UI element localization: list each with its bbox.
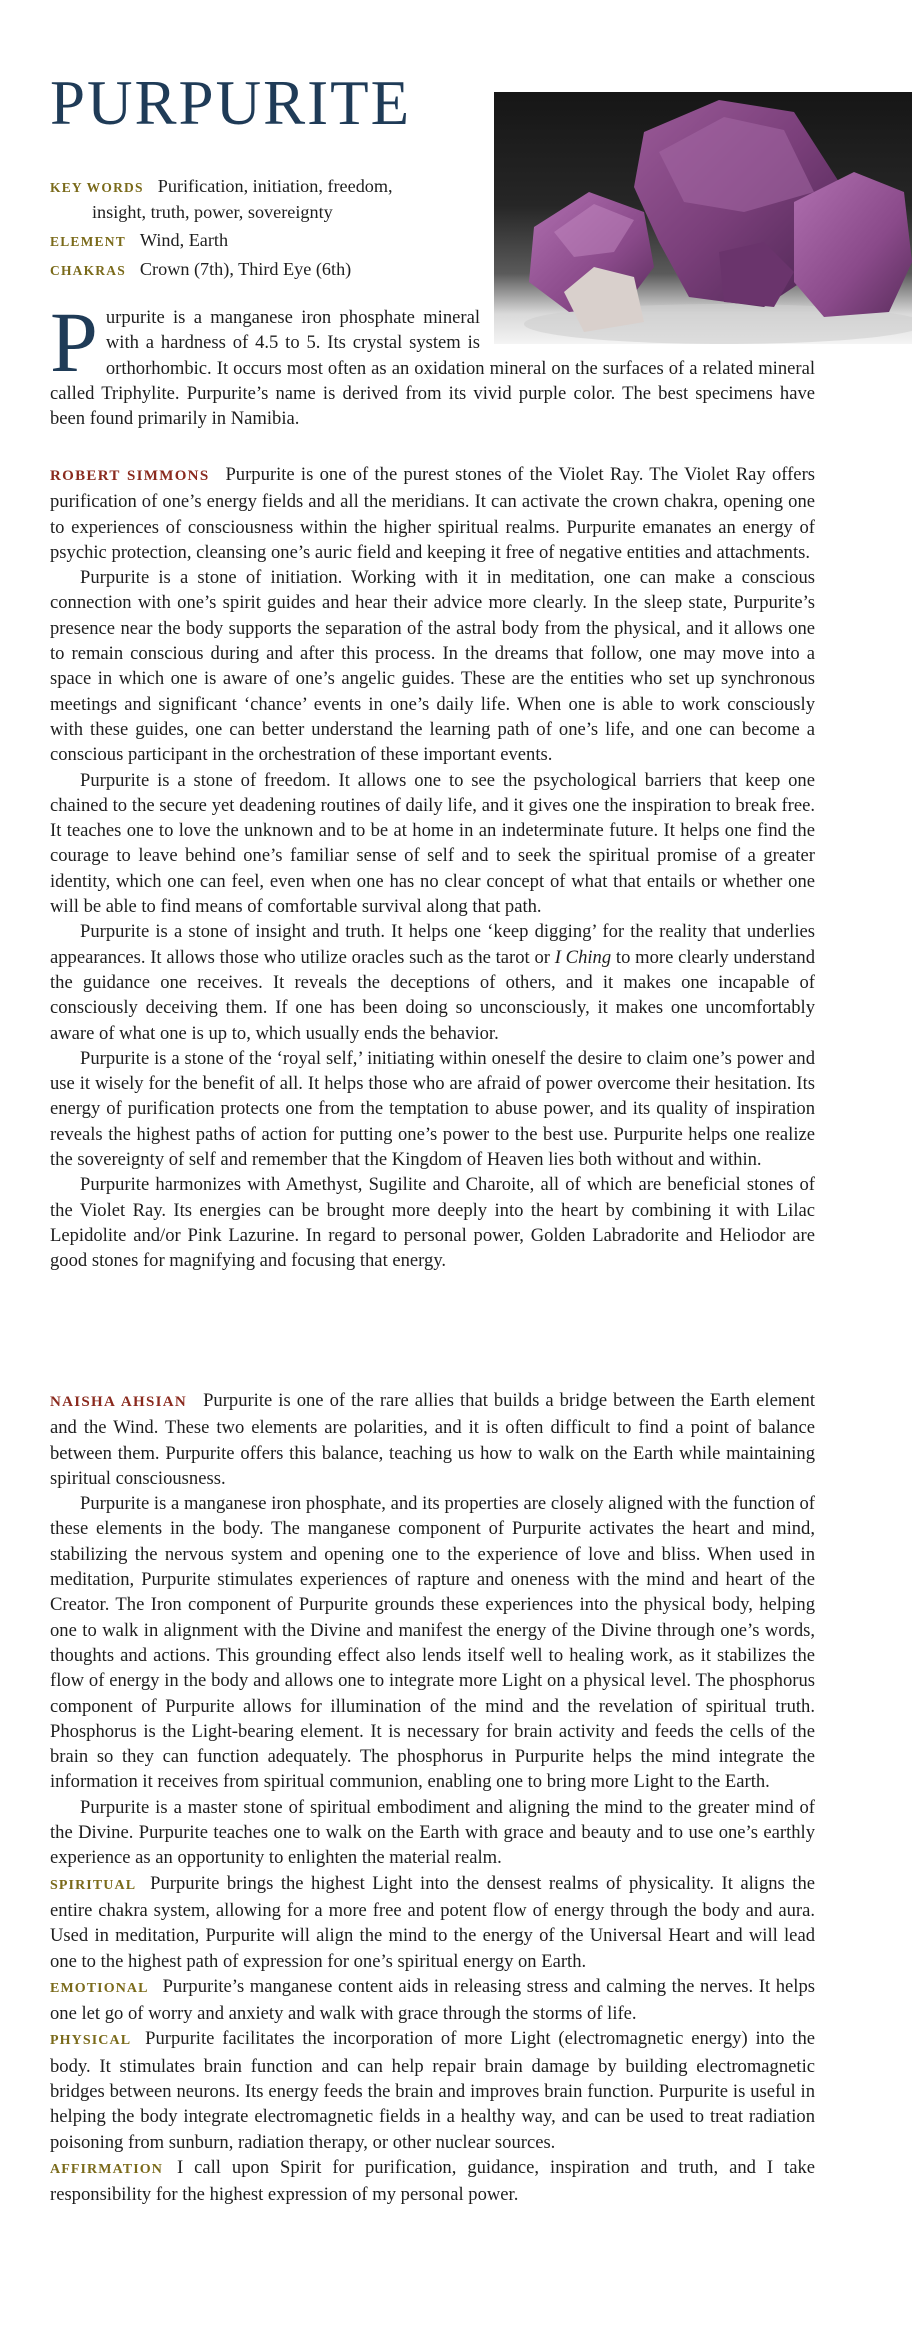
chakras-row (50, 257, 470, 283)
drop-cap: P (50, 294, 98, 390)
author-name: NAISHA AHSIAN (50, 1394, 188, 1410)
emotional-paragraph (50, 1974, 815, 2027)
paragraph-text: Purpurite is one of the purest stones of the Violet Ray. The Violet Ray offers purification of one’s energy fields and all the meridians. It can activate the crown chakra, opening one to experiences of consciousness within the higher spiritual realms. Purpurite emanates an energy of psychic protection, cleansing one’s auric field and keeping it free of negative entities and attachments. (50, 464, 815, 563)
simmons-paragraph: Purpurite is a stone of initiation. Working with it in meditation, one can make a conscious connection with one’s spirit guides and hear their advice more clearly. In the sleep state, Purpurite’s presence near the body supports the separation of the astral body from the physical, and it allows one to remain conscious during and after this process. In the dreams that follow, one may move into a space in which one is aware of one’s angelic guides. These are the entities who set up synchronous meetings and significant ‘chance’ events in one’s daily life. When one is able to work consciously with these guides, one can better understand the learning path of one’s life, and one can become a conscious participant in the orchestration of these important events. (50, 567, 815, 766)
chakras-value: Crown (7th), Third Eye (6th) (139, 259, 352, 279)
element-row (50, 228, 470, 254)
keywords-row (50, 174, 470, 225)
page-title: PURPURITE (50, 68, 412, 138)
keywords-line2: insight, truth, power, sovereignty (92, 202, 333, 222)
metadata-block (50, 174, 470, 286)
simmons-paragraph: Purpurite is a stone of freedom. It allows one to see the psychological barriers that keep one chained to the secure yet deadening routines of daily life, and it gives one the inspiration to break free. It teaches one to love the unknown and to be at home in an indeterminate future. It helps one find the courage to leave behind one’s familiar sense of self and to seek the spiritual promise of a greater identity, which one can feel, even when one has no clear concept of what that entails or whether one will be able to find means of comfortable survival along that path. (50, 769, 815, 918)
intro-text: urpurite is a manganese iron phosphate mineral with a hardness of 4.5 to 5. Its crystal system is orthorhombic. It occurs most often as an oxidation mineral on the surfaces of a related mineral called Triphylite. Purpurite’s name is derived from its vivid purple color. The best specimens have been found primarily in Namibia. (50, 307, 815, 430)
i-ching-title: I Ching (554, 946, 612, 968)
ahsian-paragraph: Purpurite is a master stone of spiritual embodiment and aligning the mind to the greater mind of the Divine. Purpurite teaches one to walk on the Earth with grace and beauty and to use one’s earthly experience as an opportunity to enlighten the material realm. (50, 1796, 815, 1869)
physical-label: PHYSICAL (50, 2033, 132, 2049)
ahsian-paragraph (50, 1388, 815, 1491)
paragraph-text: I call upon Spirit for purification, guidance, inspiration and truth, and I take responsibility for the highest expression of my personal power. (50, 2156, 815, 2206)
paragraph-text: Purpurite facilitates the incorporation of more Light (electromagnetic energy) into the body. It stimulates brain function and can help repair brain damage by building electromagnetic bridges between neurons. Its energy feeds the brain and improves brain function. Purpurite is useful in helping the body integrate electromagnetic fields in a healthy way, and can be used to treat radiation poisoning from sunburn, radiation therapy, or other nuclear sources. (50, 2028, 815, 2153)
chakras-label: CHAKRAS (50, 263, 126, 278)
element-label: ELEMENT (50, 234, 126, 249)
naisha-ahsian-section (50, 1388, 815, 2208)
ahsian-paragraph: Purpurite is a manganese iron phosphate, and its properties are closely aligned with the function of these elements in the body. The manganese component of Purpurite activates the heart and mind, stabilizing the nervous system and opening one to the experience of love and bliss. When used in meditation, Purpurite stimulates experiences of rapture and oneness with the mind and heart of the Creator. The Iron component of Purpurite grounds these experiences into the physical body, helping one to walk in alignment with the Divine and manifest the energy of the Divine through one’s words, thoughts and actions. This grounding effect also lends itself well to healing work, as it stabilizes the flow of energy in the body and allows one to integrate more Light on a physical level. The phosphorus component of Purpurite allows for illumination of the mind and the revelation of spiritual truth. Phosphorus is the Light-bearing element. It is necessary for brain activity and feeds the cells of the brain so they can function adequately. The phosphorus in Purpurite helps the mind integrate the information it receives from spiritual communion, enabling one to bring more Light to the Earth. (50, 1493, 815, 1793)
simmons-paragraph: Purpurite harmonizes with Amethyst, Sugilite and Charoite, all of which are beneficial stones of the Violet Ray. Its energies can be brought more deeply into the heart by combining it with Lilac Lepidolite and/or Pink Lazurine. In regard to personal power, Golden Labradorite and Heliodor are good stones for magnifying and focusing that energy. (50, 1174, 815, 1272)
spiritual-paragraph (50, 1871, 815, 1974)
paragraph-text: to more clearly understand the guidance one receives. It reveals the deceptions of others, and it makes one incapable of consciously deceiving them. If one has been doing so unconsciously, it makes one uncomfortably aware of what one is up to, which usually ends the behavior. (50, 946, 815, 1044)
robert-simmons-section (50, 462, 815, 1274)
physical-paragraph (50, 2026, 815, 2154)
paragraph-text: Purpurite is a stone of insight and truth. It helps one ‘keep digging’ for the reality that underlies appearances. It allows those who utilize oracles such as the tarot or (50, 921, 815, 968)
photo-wrap-space (480, 305, 815, 355)
keywords-label: KEY WORDS (50, 180, 144, 195)
emotional-label: EMOTIONAL (50, 1980, 149, 1996)
affirmation-paragraph (50, 2155, 815, 2208)
element-value: Wind, Earth (139, 230, 229, 250)
paragraph-text: Purpurite is one of the rare allies that builds a bridge between the Earth element and the Wind. These two elements are polarities, and it is often difficult to find a point of balance between them. Purpurite offers this balance, teaching us how to walk on the Earth while maintaining spiritual consciousness. (50, 1390, 815, 1489)
affirmation-label: AFFIRMATION (50, 2161, 163, 2177)
author-name: ROBERT SIMMONS (50, 468, 210, 484)
intro-paragraph (50, 294, 815, 431)
paragraph-text: Purpurite’s manganese content aids in releasing stress and calming the nerves. It helps one let go of worry and anxiety and walk with grace through the storms of life. (50, 1975, 815, 2025)
paragraph-text: Purpurite brings the highest Light into the densest realms of physicality. It aligns the entire chakra system, allowing for a more free and potent flow of energy through the body and aura. Used in meditation, Purpurite will align the mind to the energy of the Universal Heart and will lead one to the highest path of expression for one’s spiritual energy on Earth. (50, 1872, 815, 1972)
keywords-line1: Purification, initiation, freedom, (157, 176, 393, 196)
simmons-paragraph (50, 462, 815, 565)
spiritual-label: SPIRITUAL (50, 1877, 137, 1893)
simmons-paragraph (50, 919, 815, 1045)
simmons-paragraph: Purpurite is a stone of the ‘royal self,’ initiating within oneself the desire to claim one’s power and use it wisely for the benefit of all. It helps those who are afraid of power overcome their hesitation. Its energy of purification protects one from the temptation to abuse power, and its quality of inspiration reveals the highest paths of action for putting one’s power to the best use. Purpurite helps one realize the sovereignty of self and remember that the Kingdom of Heaven lies both without and within. (50, 1047, 815, 1171)
